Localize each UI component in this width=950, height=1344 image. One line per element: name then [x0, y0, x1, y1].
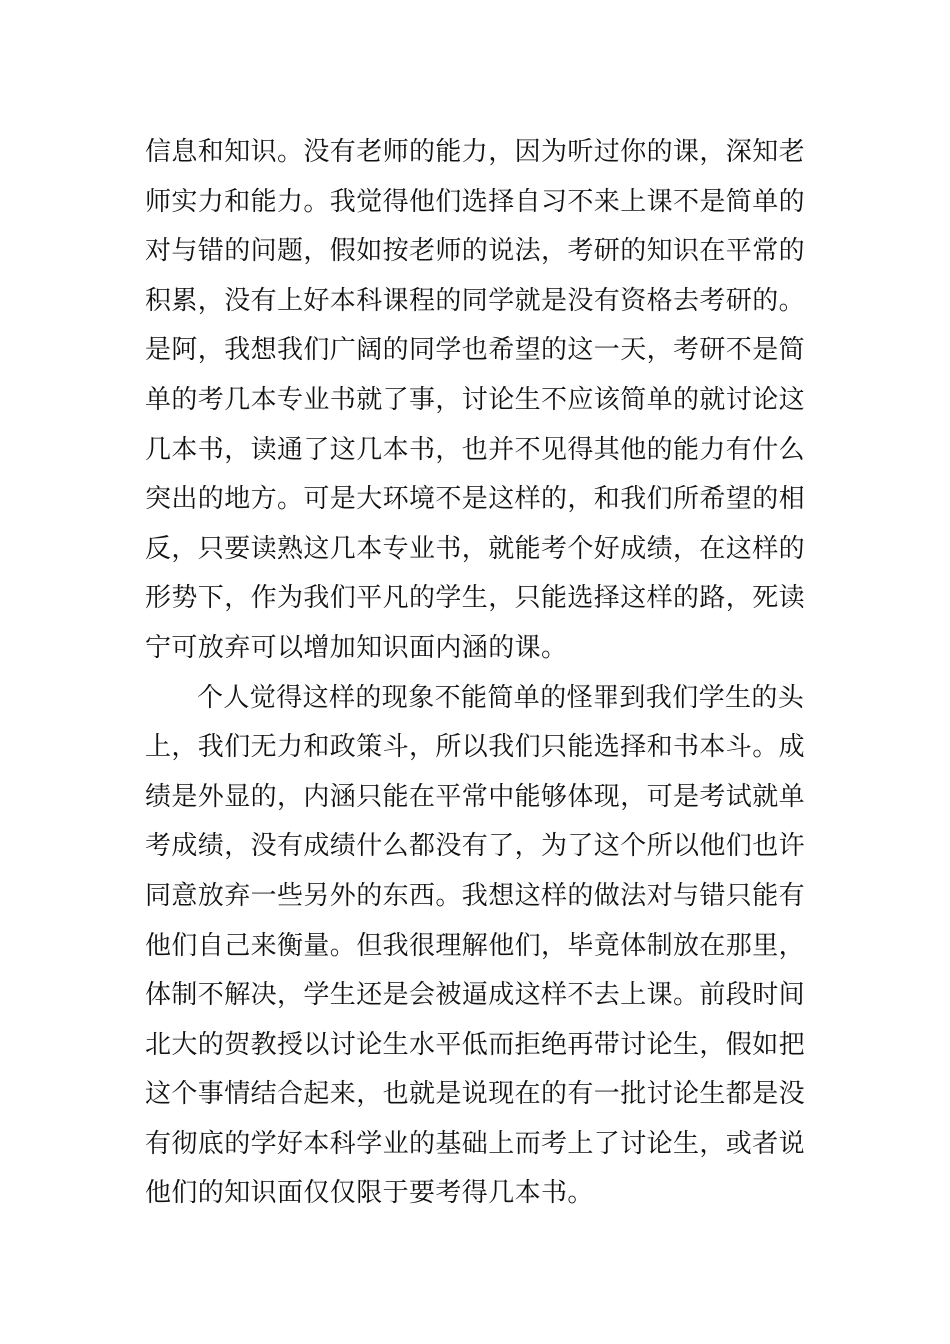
text-line: 北大的贺教授以讨论生水平低而拒绝再带讨论生，假如把: [145, 1029, 806, 1060]
paragraph-start-line: 个人觉得这样的现象不能简单的怪罪到我们学生的头: [197, 682, 805, 713]
text-line: 考成绩，没有成绩什么都没有了，为了这个所以他们也许: [145, 831, 806, 862]
text-line: 是阿，我想我们广阔的同学也希望的这一天，考研不是简: [145, 335, 806, 366]
text-line: 他们的知识面仅仅限于要考得几本书。: [145, 1178, 594, 1209]
text-line: 信息和知识。没有老师的能力，因为听过你的课，深知老: [145, 137, 806, 167]
text-line: 几本书，读通了这几本书，也并不见得其他的能力有什么: [145, 434, 806, 465]
text-line: 反，只要读熟这几本专业书，就能考个好成绩，在这样的: [145, 533, 806, 564]
text-line: 同意放弃一些另外的东西。我想这样的做法对与错只能有: [145, 880, 806, 911]
text-line: 师实力和能力。我觉得他们选择自习不来上课不是简单的: [145, 186, 806, 217]
text-line: 上，我们无力和政策斗，所以我们只能选择和书本斗。成: [145, 732, 806, 763]
text-line: 形势下，作为我们平凡的学生，只能选择这样的路，死读: [145, 583, 806, 614]
text-line: 这个事情结合起来，也就是说现在的有一批讨论生都是没: [145, 1079, 806, 1110]
text-line: 体制不解决，学生还是会被逼成这样不去上课。前段时间: [145, 980, 806, 1011]
text-line: 积累，没有上好本科课程的同学就是没有资格去考研的。: [145, 285, 806, 316]
text-line: 对与错的问题，假如按老师的说法，考研的知识在平常的: [145, 236, 806, 267]
document-body: [145, 128, 810, 1219]
text-line: 有彻底的学好本科学业的基础上而考上了讨论生，或者说: [145, 1128, 806, 1159]
text-line: 单的考几本专业书就了事，讨论生不应该简单的就讨论这: [145, 384, 806, 415]
text-line: 突出的地方。可是大环境不是这样的，和我们所希望的相: [145, 484, 806, 515]
text-line: 绩是外显的，内涵只能在平常中能够体现，可是考试就单: [145, 781, 806, 812]
text-line: 宁可放弃可以增加知识面内涵的课。: [145, 632, 568, 663]
text-line: 他们自己来衡量。但我很理解他们，毕竟体制放在那里，: [145, 930, 806, 961]
